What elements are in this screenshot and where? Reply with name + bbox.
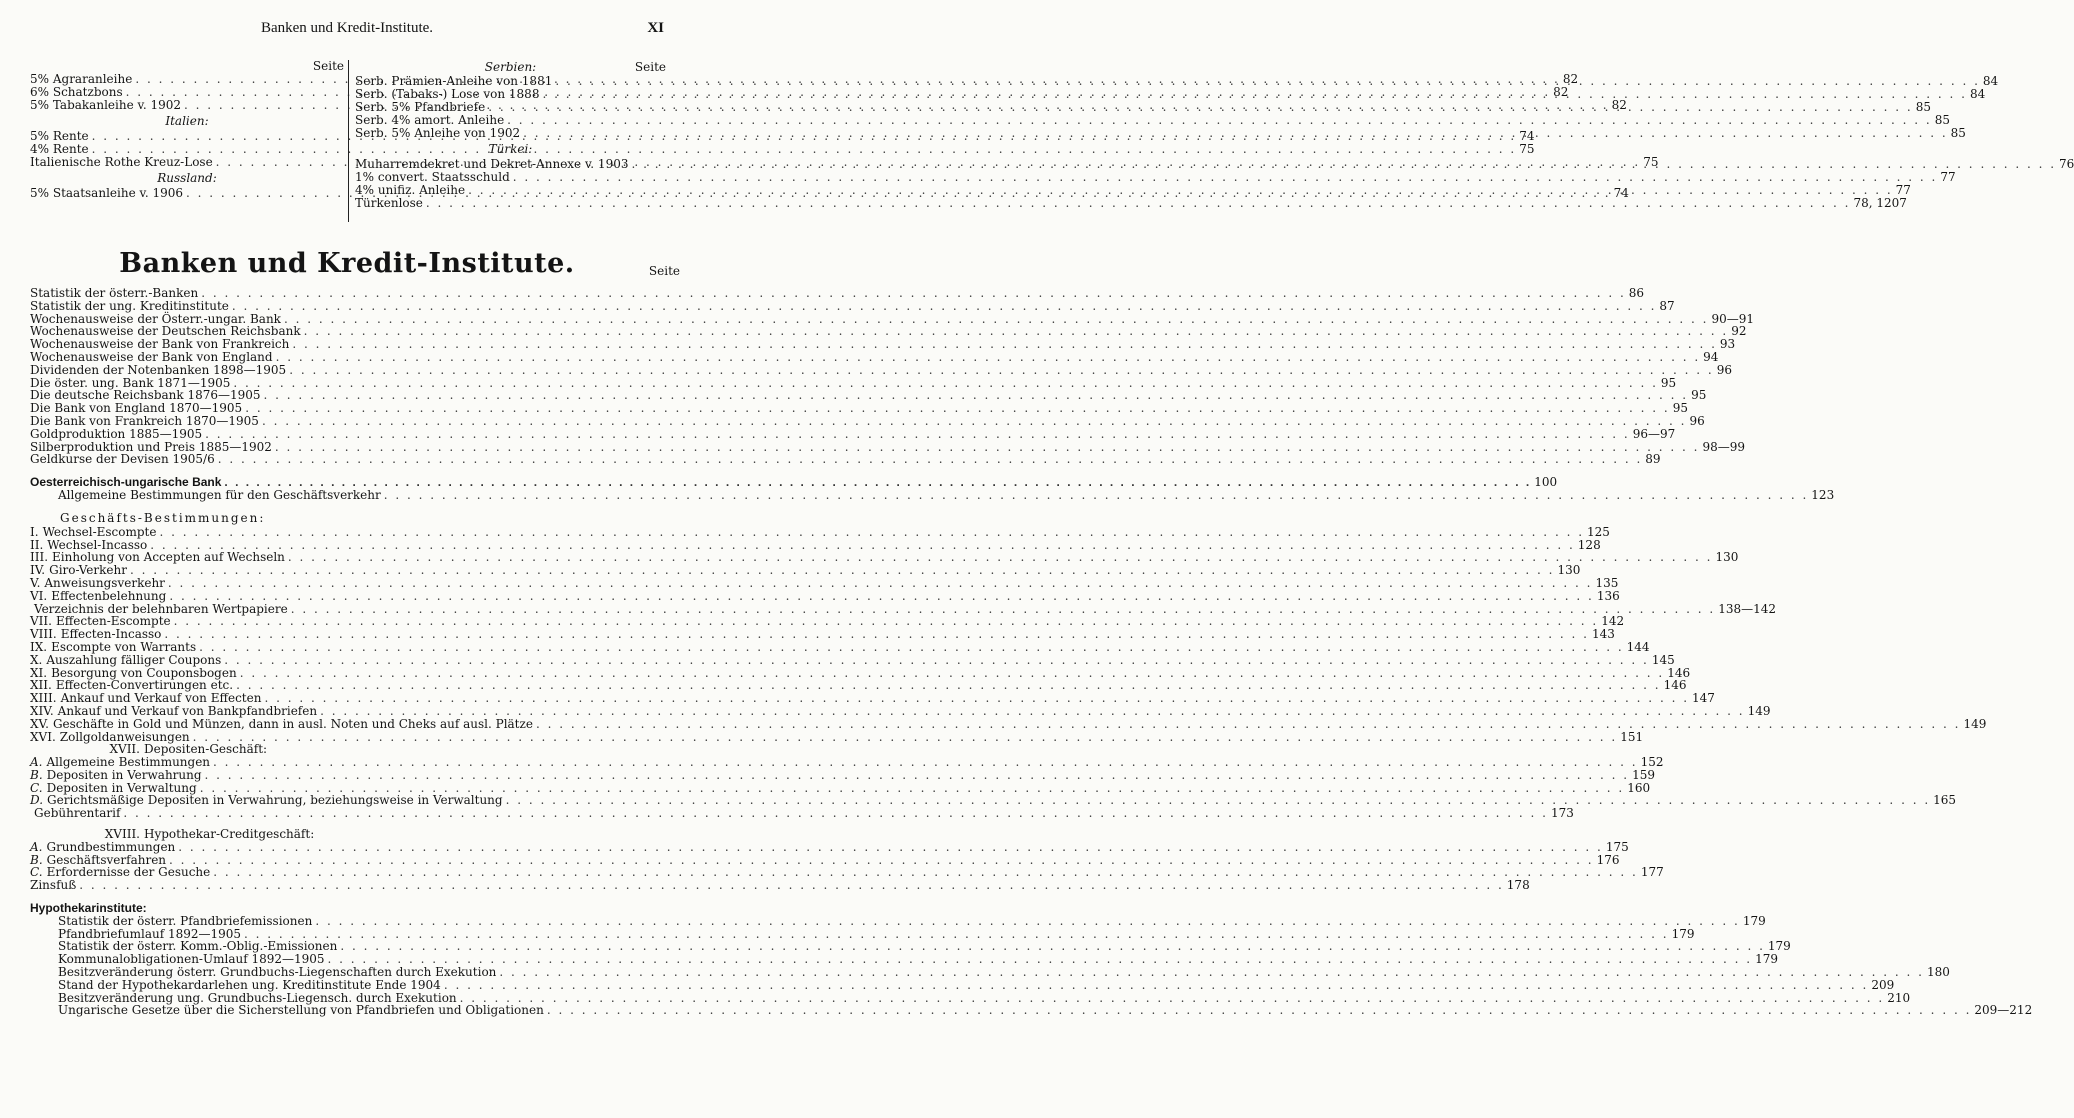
toc-page: 149 bbox=[1747, 703, 1771, 718]
hypothekar-num: XVIII. bbox=[104, 827, 140, 842]
item-letter: A. bbox=[30, 839, 43, 854]
item-letter: A. bbox=[30, 755, 43, 770]
toc-page: 179 bbox=[1767, 939, 1791, 954]
toc-page: 177 bbox=[1640, 865, 1664, 880]
toc-label: Depositen in Verwaltung bbox=[46, 780, 197, 795]
item-letter: D. bbox=[30, 793, 44, 808]
toc-page: 159 bbox=[1632, 767, 1655, 782]
toc-label: Besorgung von Couponsbogen bbox=[51, 665, 237, 680]
roman-numeral: XI. bbox=[30, 665, 48, 680]
toc-label: Serb. 5% Anleihe von 1902 bbox=[355, 126, 521, 140]
toc-label: Effecten-Escompte bbox=[55, 614, 171, 629]
depositen-items bbox=[30, 755, 1957, 821]
toc-label: Die Bank von England 1870—1905 bbox=[30, 401, 243, 416]
toc-page: 82 bbox=[1553, 85, 1569, 99]
toc-page: 74 bbox=[1519, 129, 1535, 143]
toc-label: 5% Staatsanleihe v. 1906 bbox=[30, 186, 184, 200]
dot-leader bbox=[523, 127, 1948, 140]
toc-page: 75 bbox=[1643, 155, 1659, 169]
toc-page: 176 bbox=[1596, 852, 1620, 867]
toc-page: 82 bbox=[1562, 72, 1579, 86]
toc-label: 6% Schatzbons bbox=[30, 85, 123, 99]
toc-page: 96 bbox=[1716, 362, 1733, 377]
oeb-allgemeine-row bbox=[30, 487, 1835, 502]
dot-leader bbox=[218, 453, 1643, 466]
toc-label: Grundbestimmungen bbox=[46, 839, 176, 854]
toc-page: 74 bbox=[1613, 186, 1629, 200]
toc-label: 4% Rente bbox=[30, 142, 89, 156]
dot-leader bbox=[201, 287, 1626, 300]
toc-entry bbox=[30, 639, 1650, 654]
toc-page: 87 bbox=[1659, 298, 1675, 313]
roman-numeral: V. bbox=[30, 575, 41, 590]
toc-page: 84 bbox=[1982, 74, 1999, 88]
toc-label: Wochenausweise der Deutschen Reichsbank bbox=[30, 324, 301, 339]
toc-page: 86 bbox=[1628, 286, 1645, 300]
toc-label: Italienische Rothe Kreuz-Lose bbox=[30, 155, 213, 169]
toc-page: 130 bbox=[1715, 550, 1739, 565]
toc-label: Besitzveränderung ung. Grundbuchs-Liegensch. durch Exekution bbox=[58, 990, 457, 1005]
toc-label: Einholung von Accepten auf Wechseln bbox=[52, 550, 285, 565]
toc-label: Geschäfte in Gold und Münzen, dann in ausl. Noten und Cheks auf ausl. Plätze bbox=[52, 716, 533, 731]
dot-leader bbox=[289, 364, 1714, 377]
toc-page: 77 bbox=[1895, 183, 1911, 197]
toc-page: 209—212 bbox=[1974, 1003, 2033, 1018]
toc-entry bbox=[30, 965, 1950, 980]
two-column-index bbox=[30, 59, 2074, 222]
toc-page: 98—99 bbox=[1702, 439, 1746, 454]
toc-page: 143 bbox=[1591, 627, 1615, 642]
hypothekar-label: Hypothekar-Creditgeschäft: bbox=[144, 827, 315, 842]
toc-label: Allgemeine Bestimmungen bbox=[46, 755, 211, 770]
category-heading: Türkei: bbox=[488, 142, 533, 156]
oeb-heading-page: 100 bbox=[1534, 475, 1558, 490]
toc-page: 145 bbox=[1651, 652, 1675, 667]
hypothekarinstitute-heading: Hypothekarinstitute: bbox=[30, 901, 147, 916]
hypothekarinstitute-items bbox=[30, 913, 2033, 1018]
category-heading: Russland: bbox=[157, 171, 217, 185]
toc-page: 209 bbox=[1871, 977, 1895, 992]
toc-page: 179 bbox=[1671, 926, 1695, 941]
column-divider bbox=[348, 60, 349, 222]
roman-numeral: XIV. bbox=[30, 703, 54, 718]
geschaefts-heading: Geschäfts-Bestimmungen: bbox=[60, 510, 266, 525]
dot-leader bbox=[499, 966, 1924, 979]
toc-label: Serb. 4% amort. Anleihe bbox=[355, 113, 505, 127]
toc-entry bbox=[30, 703, 1771, 718]
dot-leader bbox=[536, 718, 1961, 731]
dot-leader bbox=[159, 526, 1584, 539]
dot-leader bbox=[193, 731, 1618, 744]
page-number: XI bbox=[647, 20, 664, 36]
roman-numeral: X. bbox=[30, 652, 43, 667]
toc-entry bbox=[30, 716, 1987, 731]
toc-label: Serb. (Tabaks-) Lose von 1888 bbox=[355, 87, 540, 101]
toc-page: 95 bbox=[1660, 375, 1677, 390]
roman-numeral: VI. bbox=[30, 588, 48, 603]
toc-label: Besitzveränderung österr. Grundbuchs-Liegenschaften durch Exekution bbox=[58, 965, 497, 980]
dot-leader bbox=[205, 428, 1630, 441]
toc-label: Erfordernisse der Gesuche bbox=[46, 865, 211, 880]
toc-label: Türkenlose bbox=[355, 196, 423, 210]
seite-label-main: Seite bbox=[648, 264, 680, 278]
toc-page: 94 bbox=[1703, 349, 1719, 364]
toc-label: Wochenausweise der Bank von Frankreich bbox=[30, 337, 290, 352]
toc-page: 85 bbox=[1915, 100, 1932, 114]
item-letter: B. bbox=[30, 852, 43, 867]
roman-numeral: II. bbox=[30, 537, 44, 552]
toc-page: 96—97 bbox=[1632, 426, 1676, 441]
toc-page: 146 bbox=[1663, 678, 1687, 693]
toc-page: 130 bbox=[1557, 563, 1581, 578]
toc-label: Geschäftsverfahren bbox=[46, 852, 167, 867]
toc-label: Serb. Prämien-Anleihe von 1881 bbox=[355, 74, 553, 88]
toc-label: Wechsel-Incasso bbox=[47, 537, 148, 552]
toc-page: 96 bbox=[1689, 413, 1705, 428]
roman-numeral: VIII. bbox=[30, 627, 57, 642]
toc-page: 136 bbox=[1596, 588, 1620, 603]
toc-page: 125 bbox=[1587, 524, 1610, 539]
toc-page: 84 bbox=[1970, 87, 1986, 101]
toc-entry bbox=[30, 588, 1620, 603]
toc-label: 5% Rente bbox=[30, 129, 89, 143]
toc-label: Verzeichnis der belehnbaren Wertpapiere bbox=[34, 601, 288, 616]
toc-label: Pfandbriefumlauf 1892—1905 bbox=[58, 926, 242, 941]
roman-numeral: VII. bbox=[30, 614, 52, 629]
oeb-heading: Oesterreichisch-ungarische Bank bbox=[30, 475, 222, 490]
toc-label: Geldkurse der Devisen 1905/6 bbox=[30, 452, 215, 467]
seite-label-right: Seite bbox=[634, 60, 666, 74]
toc-entry bbox=[30, 839, 1629, 854]
toc-page: 93 bbox=[1719, 337, 1736, 352]
toc-page: 179 bbox=[1755, 952, 1778, 967]
toc-page: 175 bbox=[1605, 839, 1629, 854]
toc-page: 178 bbox=[1506, 878, 1530, 893]
toc-label: Wochenausweise der Bank von England bbox=[30, 349, 273, 364]
toc-entry bbox=[30, 426, 1676, 441]
dot-leader bbox=[123, 807, 1548, 820]
toc-label: Die deutsche Reichsbank 1876—1905 bbox=[30, 388, 261, 403]
toc-page: 210 bbox=[1887, 990, 1911, 1005]
toc-page: 95 bbox=[1672, 401, 1689, 416]
hypothekarinstitute-heading-row bbox=[30, 902, 666, 915]
roman-numeral: IV. bbox=[30, 563, 46, 578]
toc-label: Statistik der österr.-Banken bbox=[30, 286, 199, 300]
toc-page: 142 bbox=[1601, 614, 1625, 629]
toc-label: Die öster. ung. Bank 1871—1905 bbox=[30, 375, 231, 390]
toc-label: Giro-Verkehr bbox=[49, 563, 127, 578]
toc-page: 123 bbox=[1811, 487, 1835, 502]
toc-label: Allgemeine Bestimmungen für den Geschäftsverkehr bbox=[58, 487, 381, 502]
toc-entry bbox=[30, 452, 1661, 467]
toc-entry bbox=[30, 349, 1719, 364]
toc-label: Anweisungsverkehr bbox=[44, 575, 165, 590]
toc-label: Zollgoldanweisungen bbox=[59, 729, 190, 744]
toc-entry bbox=[30, 627, 1615, 642]
roman-numeral: XVII. bbox=[109, 742, 140, 757]
toc-label: 5% Tabakanleihe v. 1902 bbox=[30, 98, 182, 112]
running-head-title: Banken und Kredit-Institute. bbox=[260, 20, 434, 36]
dot-leader bbox=[224, 654, 1649, 667]
toc-entry bbox=[30, 977, 1895, 992]
dot-leader bbox=[169, 590, 1594, 603]
toc-label: 5% Agraranleihe bbox=[30, 72, 133, 86]
toc-label: Statistik der ung. Kreditinstitute bbox=[30, 298, 229, 313]
zinsfuss-row bbox=[30, 878, 1530, 893]
toc-entry bbox=[30, 286, 1645, 300]
running-head bbox=[0, 20, 694, 40]
toc-label: Statistik der österr. Pfandbriefemissionen bbox=[58, 913, 313, 928]
toc-label: Depositen-Geschäft: bbox=[144, 742, 268, 757]
toc-label: Wechsel-Escompte bbox=[42, 524, 157, 539]
toc-label: Muharremdekret und Dekret-Annexe v. 1903 bbox=[355, 157, 629, 171]
index-entry bbox=[355, 196, 1907, 210]
dot-leader bbox=[232, 300, 1657, 313]
toc-label: Wochenausweise der Österr.-ungar. Bank bbox=[30, 311, 281, 326]
toc-label: Kommunalobligationen-Umlauf 1892—1905 bbox=[58, 952, 325, 967]
hypo-items bbox=[30, 839, 1664, 880]
toc-label: Stand der Hypothekardarlehen ung. Kreditinstitute Ende 1904 bbox=[58, 977, 441, 992]
toc-page: 160 bbox=[1627, 780, 1651, 795]
toc-entry bbox=[30, 767, 1655, 782]
toc-page: 82 bbox=[1611, 98, 1627, 112]
toc-label: Escompte von Warrants bbox=[51, 639, 197, 654]
category-heading-text: Serbien: bbox=[484, 60, 537, 74]
toc-page: 146 bbox=[1667, 665, 1691, 680]
toc-page: 92 bbox=[1731, 324, 1747, 339]
roman-numeral: III. bbox=[30, 550, 49, 565]
dot-leader bbox=[262, 415, 1687, 428]
toc-entry bbox=[30, 575, 1619, 590]
section-title: Banken und Kredit-Institute. bbox=[119, 248, 575, 279]
dot-leader bbox=[205, 769, 1630, 782]
toc-page: 147 bbox=[1692, 691, 1715, 706]
dot-leader bbox=[426, 197, 1851, 210]
toc-label: Depositen in Verwahrung bbox=[46, 767, 202, 782]
toc-label: Statistik der österr. Komm.-Oblig.-Emissionen bbox=[58, 939, 338, 954]
roman-numeral: XVI. bbox=[30, 729, 56, 744]
general-list bbox=[30, 286, 1755, 467]
toc-page: 151 bbox=[1620, 729, 1644, 744]
dot-leader bbox=[264, 692, 1689, 705]
toc-page: 135 bbox=[1595, 575, 1619, 590]
toc-label: Gerichtsmäßige Depositen in Verwahrung, beziehungsweise in Verwaltung bbox=[47, 793, 503, 808]
item-letter: C. bbox=[30, 780, 43, 795]
toc-page: 78, 1207 bbox=[1853, 196, 1907, 210]
toc-entry bbox=[30, 524, 1610, 539]
dot-leader bbox=[276, 351, 1701, 364]
toc-label: Dividenden der Notenbanken 1898—1905 bbox=[30, 362, 287, 377]
toc-page: 89 bbox=[1645, 452, 1661, 467]
toc-label: Ankauf und Verkauf von Effecten bbox=[60, 691, 262, 706]
roman-numeral: XV. bbox=[30, 716, 49, 731]
toc-page: 77 bbox=[1940, 170, 1956, 184]
toc-page: 149 bbox=[1963, 716, 1987, 731]
toc-page: 165 bbox=[1933, 793, 1957, 808]
dot-leader bbox=[320, 705, 1745, 718]
toc-entry bbox=[30, 1003, 2033, 1018]
toc-label: Effecten-Convertirungen etc. bbox=[55, 678, 234, 693]
dot-leader bbox=[168, 577, 1593, 590]
toc-entry bbox=[30, 691, 1715, 706]
hypothekar-row bbox=[30, 828, 666, 841]
roman-numeral: I. bbox=[30, 524, 39, 539]
toc-entry bbox=[30, 413, 1705, 428]
toc-page: 90—91 bbox=[1711, 311, 1755, 326]
toc-label: Auszahlung fälliger Coupons bbox=[46, 652, 222, 667]
toc-label: Goldproduktion 1885—1905 bbox=[30, 426, 203, 441]
toc-page: 75 bbox=[1519, 142, 1535, 156]
toc-entry bbox=[30, 755, 1664, 770]
toc-label: Die Bank von Frankreich 1870—1905 bbox=[30, 413, 259, 428]
toc-label: Effecten-Incasso bbox=[60, 627, 162, 642]
category-heading bbox=[355, 60, 666, 75]
toc-page: 95 bbox=[1691, 388, 1707, 403]
dot-leader bbox=[164, 628, 1589, 641]
dot-leader bbox=[199, 641, 1624, 654]
toc-page: 179 bbox=[1742, 913, 1766, 928]
toc-label: 1% convert. Staatsschuld bbox=[355, 170, 510, 184]
toc-entry bbox=[30, 652, 1675, 667]
toc-page: 138—142 bbox=[1718, 601, 1777, 616]
toc-label: Gebührentarif bbox=[34, 806, 121, 821]
roman-numeral: XIII. bbox=[30, 691, 57, 706]
dot-leader bbox=[547, 1004, 1972, 1017]
oeb-items bbox=[30, 524, 1987, 757]
category-heading: Italien: bbox=[165, 114, 209, 128]
roman-numeral: IX. bbox=[30, 639, 48, 654]
toc-label: Effectenbelehnung bbox=[51, 588, 167, 603]
dot-leader bbox=[315, 915, 1740, 928]
table-of-contents bbox=[30, 286, 2033, 1018]
dot-leader bbox=[213, 756, 1638, 769]
toc-page: 144 bbox=[1626, 639, 1650, 654]
seite-label-left: Seite bbox=[312, 59, 344, 73]
dot-leader bbox=[178, 841, 1603, 854]
toc-label: 4% unifiz. Anleihe bbox=[355, 183, 466, 197]
toc-entry bbox=[30, 298, 1675, 313]
toc-label: Ungarische Gesetze über die Sicherstellung von Pfandbriefen und Obligationen bbox=[58, 1003, 544, 1018]
item-letter: C. bbox=[30, 865, 43, 880]
toc-label: Zinsfuß bbox=[30, 878, 77, 893]
dot-leader bbox=[444, 979, 1869, 992]
toc-entry bbox=[30, 362, 1733, 377]
toc-page: 85 bbox=[1934, 113, 1950, 127]
roman-numeral: XII. bbox=[30, 678, 52, 693]
toc-label: Serb. 5% Pfandbriefe bbox=[355, 100, 486, 114]
item-letter: B. bbox=[30, 767, 43, 782]
toc-entry bbox=[30, 806, 1574, 821]
toc-page: 128 bbox=[1577, 537, 1601, 552]
toc-page: 180 bbox=[1926, 965, 1950, 980]
toc-label: Ankauf und Verkauf von Bankpfandbriefen bbox=[57, 703, 318, 718]
toc-page: 76 bbox=[2059, 157, 2074, 171]
toc-page: 85 bbox=[1950, 126, 1966, 140]
toc-label: Silberproduktion und Preis 1885—1902 bbox=[30, 439, 272, 454]
toc-entry bbox=[30, 913, 1766, 928]
toc-page: 173 bbox=[1550, 806, 1574, 821]
toc-page: 152 bbox=[1640, 755, 1664, 770]
